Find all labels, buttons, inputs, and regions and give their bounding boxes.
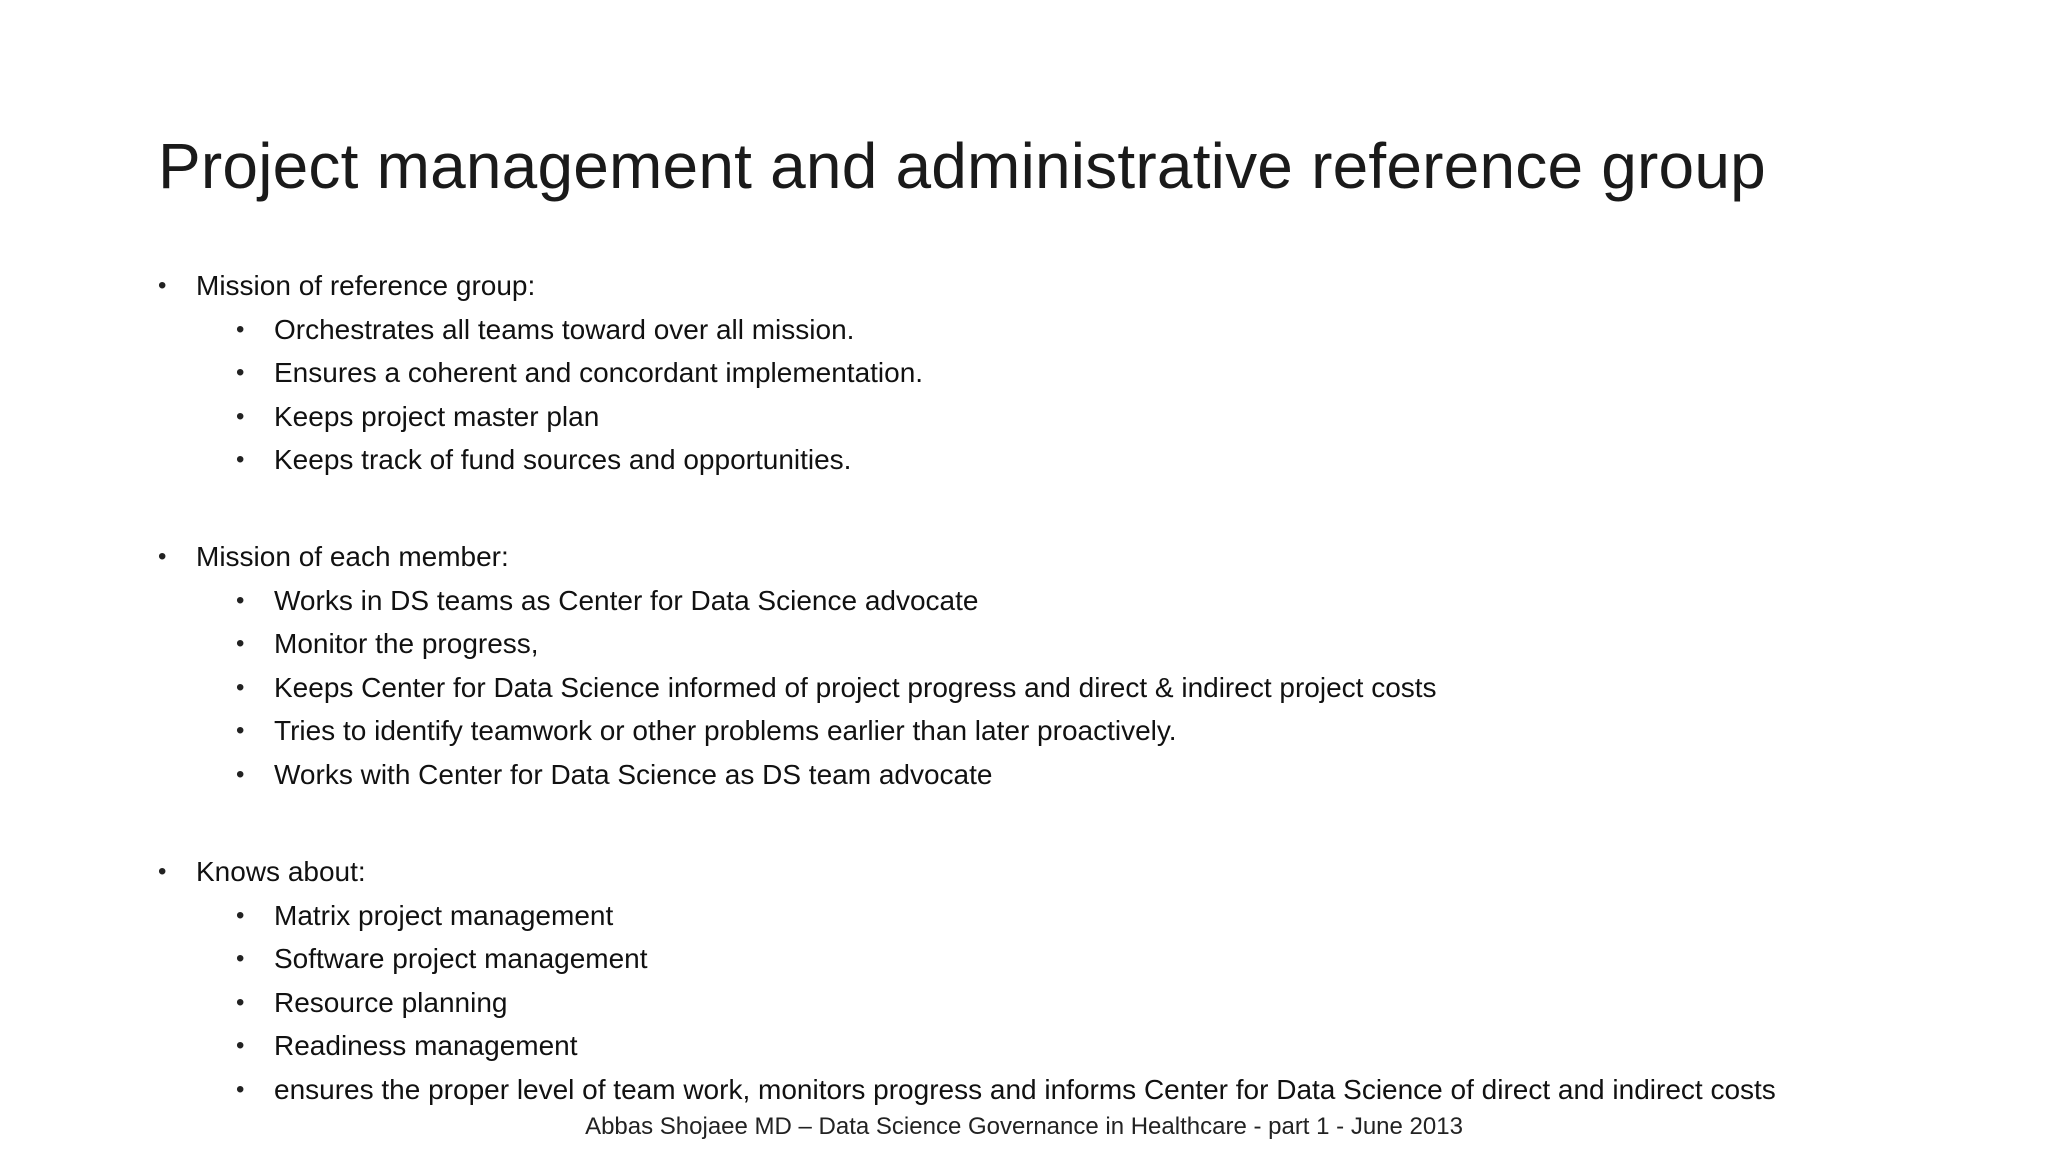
bullet-section-knows-about — [158, 850, 1938, 1111]
list-item-text: ensures the proper level of team work, monitors progress and informs Center for Data Science of direct and indirect costs — [274, 1073, 1776, 1105]
bullet-section-mission-reference-group — [158, 264, 1938, 482]
list-item — [158, 622, 1938, 666]
list-item — [158, 753, 1938, 797]
bullet-icon: • — [236, 1075, 245, 1103]
list-item — [158, 438, 1938, 482]
bullet-icon: • — [158, 272, 167, 299]
list-item — [158, 937, 1938, 981]
list-item-text: Readiness management — [274, 1030, 578, 1061]
bullet-icon: • — [236, 901, 245, 929]
bullet-icon: • — [236, 359, 245, 386]
bullet-icon: • — [236, 988, 245, 1016]
list-item — [158, 1068, 1938, 1112]
section-heading — [158, 850, 1938, 894]
bullet-icon: • — [158, 858, 167, 885]
list-item-text: Tries to identify teamwork or other problems earlier than later proactively. — [274, 715, 1177, 746]
list-item-text: Keeps project master plan — [274, 400, 600, 432]
list-item-text: Works in DS teams as Center for Data Science advocate — [274, 584, 979, 616]
bullet-icon: • — [236, 315, 245, 343]
section-heading — [158, 535, 1938, 579]
bullet-icon: • — [236, 630, 245, 657]
bullet-icon: • — [158, 543, 167, 570]
list-item — [158, 894, 1938, 938]
bullet-icon: • — [236, 1032, 245, 1059]
list-item-text: Matrix project management — [274, 899, 614, 931]
list-item — [158, 308, 1938, 352]
list-item-text: Keeps Center for Data Science informed of project progress and direct & indirect project costs — [274, 671, 1437, 703]
slide-footer: Abbas Shojaee MD – Data Science Governance in Healthcare - part 1 - June 2013 — [585, 1113, 1463, 1140]
list-item-text: Software project management — [274, 943, 648, 974]
section-heading-text: Mission of each member: — [196, 541, 509, 572]
bullet-icon: • — [236, 402, 245, 430]
section-heading-text: Mission of reference group: — [196, 270, 536, 301]
list-item-text: Resource planning — [274, 986, 508, 1018]
list-item — [158, 709, 1938, 753]
list-item-text: Works with Center for Data Science as DS team advocate — [274, 758, 993, 790]
bullet-icon: • — [236, 717, 245, 744]
list-item — [158, 666, 1938, 710]
list-item-text: Ensures a coherent and concordant implementation. — [274, 357, 924, 388]
bullet-icon: • — [236, 673, 245, 701]
bullet-icon: • — [236, 446, 245, 473]
bullet-icon: • — [236, 586, 245, 614]
list-item-text: Orchestrates all teams toward over all mission. — [274, 313, 855, 345]
list-item — [158, 1024, 1938, 1068]
bullet-section-mission-each-member — [158, 535, 1938, 796]
list-item — [158, 395, 1938, 439]
list-item-text: Monitor the progress, — [274, 628, 539, 659]
list-item — [158, 351, 1938, 395]
section-heading — [158, 264, 1938, 308]
section-heading-text: Knows about: — [196, 856, 366, 887]
list-item — [158, 579, 1938, 623]
list-item — [158, 981, 1938, 1025]
slide-title: Project management and administrative reference group — [158, 130, 1766, 202]
list-item-text: Keeps track of fund sources and opportunities. — [274, 444, 852, 475]
bullet-icon: • — [236, 945, 245, 972]
bullet-icon: • — [236, 760, 245, 788]
